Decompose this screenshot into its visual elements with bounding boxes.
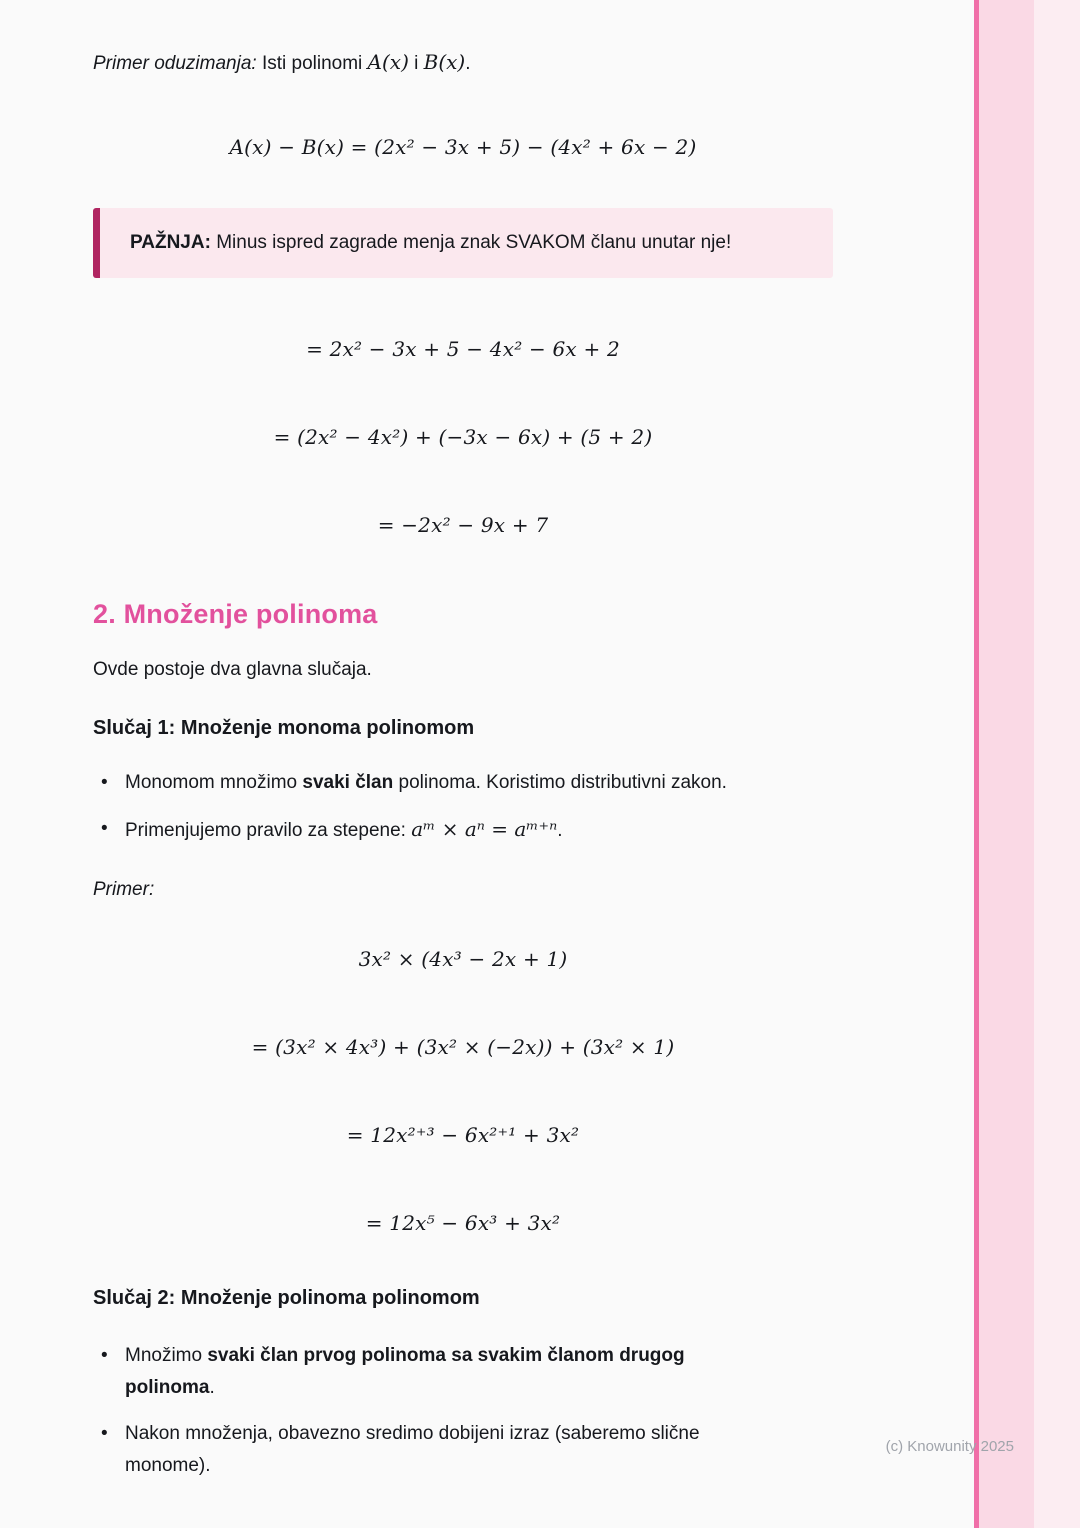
subtraction-step-2: = (2x² − 4x²) + (−3x − 6x) + (5 + 2) bbox=[273, 425, 653, 449]
math-polynomial-b: B(x) bbox=[423, 50, 466, 74]
multiplication-step-4: = 12x⁵ − 6x³ + 3x² bbox=[365, 1211, 561, 1235]
intro-pre-text: Isti polinomi bbox=[256, 53, 368, 74]
bullet-post-text: . bbox=[557, 820, 563, 841]
intro-mid-text: i bbox=[408, 53, 424, 74]
right-margin-line bbox=[974, 0, 979, 1528]
list-item bbox=[93, 1418, 833, 1482]
subtraction-step-3: = −2x² − 9x + 7 bbox=[377, 513, 549, 537]
exponent-rule-math: aᵐ × aⁿ = aᵐ⁺ⁿ bbox=[411, 817, 558, 841]
bullet-icon: • bbox=[101, 772, 108, 793]
list-item-text bbox=[125, 1340, 735, 1404]
section-intro-text: Ovde postoje dva glavna slučaja. bbox=[93, 659, 372, 680]
watermark: (c) Knowunity 2025 bbox=[885, 1438, 1014, 1455]
bullet-pre-text: Monomom množimo bbox=[125, 772, 303, 793]
subtraction-step-1: = 2x² − 3x + 5 − 4x² − 6x + 2 bbox=[306, 337, 620, 361]
list-item-text bbox=[125, 1418, 735, 1482]
case2-title: Slučaj 2: Množenje polinoma polinomom bbox=[93, 1287, 480, 1309]
multiplication-step-2: = (3x² × 4x³) + (3x² × (−2x)) + (3x² × 1) bbox=[251, 1035, 675, 1059]
bullet-post-text: polinoma. Koristimo distributivni zakon. bbox=[393, 772, 727, 793]
bullet-icon: • bbox=[101, 1423, 108, 1444]
multiplication-step-1: 3x² × (4x³ − 2x + 1) bbox=[358, 947, 568, 971]
multiplication-step-3: = 12x²⁺³ − 6x²⁺¹ + 3x² bbox=[346, 1123, 580, 1147]
callout-text: Minus ispred zagrade menja znak SVAKOM članu unutar nje! bbox=[210, 232, 732, 253]
list-item-text bbox=[125, 816, 563, 844]
subtraction-formula: A(x) − B(x) = (2x² − 3x + 5) − (4x² + 6x − 2) bbox=[229, 135, 697, 159]
bullet-bold-text: svaki član prvog polinoma sa svakim članom drugog polinoma bbox=[125, 1345, 685, 1398]
case1-bullet-list bbox=[93, 770, 833, 844]
bullet-bold-text: svaki član bbox=[302, 772, 394, 793]
bullet-icon: • bbox=[101, 818, 108, 839]
bullet-icon: • bbox=[101, 1345, 108, 1366]
case1-title: Slučaj 1: Množenje monoma polinomom bbox=[93, 717, 475, 739]
intro-post-text: . bbox=[465, 53, 471, 74]
right-margin-edge bbox=[1034, 0, 1080, 1528]
section-heading-multiplication: 2. Množenje polinoma bbox=[93, 599, 378, 629]
example-label: Primer: bbox=[93, 879, 155, 900]
bullet-pre-text: Primenjujemo pravilo za stepene: bbox=[125, 820, 412, 841]
math-polynomial-a: A(x) bbox=[367, 50, 409, 74]
list-item bbox=[93, 1340, 833, 1404]
warning-callout-line bbox=[130, 232, 803, 254]
list-item bbox=[93, 770, 833, 796]
callout-label: PAŽNJA: bbox=[130, 232, 211, 253]
right-margin-band bbox=[979, 0, 1034, 1528]
note-page-content bbox=[93, 0, 833, 1482]
intro-line bbox=[93, 50, 833, 76]
list-item-text bbox=[125, 770, 727, 796]
bullet-post-text: . bbox=[209, 1377, 215, 1398]
bullet-pre-text: Nakon množenja, obavezno sredimo dobijeni izraz (saberemo slične monome). bbox=[125, 1423, 700, 1476]
bullet-pre-text: Množimo bbox=[125, 1345, 208, 1366]
intro-label: Primer oduzimanja: bbox=[93, 53, 257, 74]
list-item bbox=[93, 816, 833, 844]
warning-callout bbox=[93, 208, 833, 278]
case2-bullet-list bbox=[93, 1340, 833, 1482]
